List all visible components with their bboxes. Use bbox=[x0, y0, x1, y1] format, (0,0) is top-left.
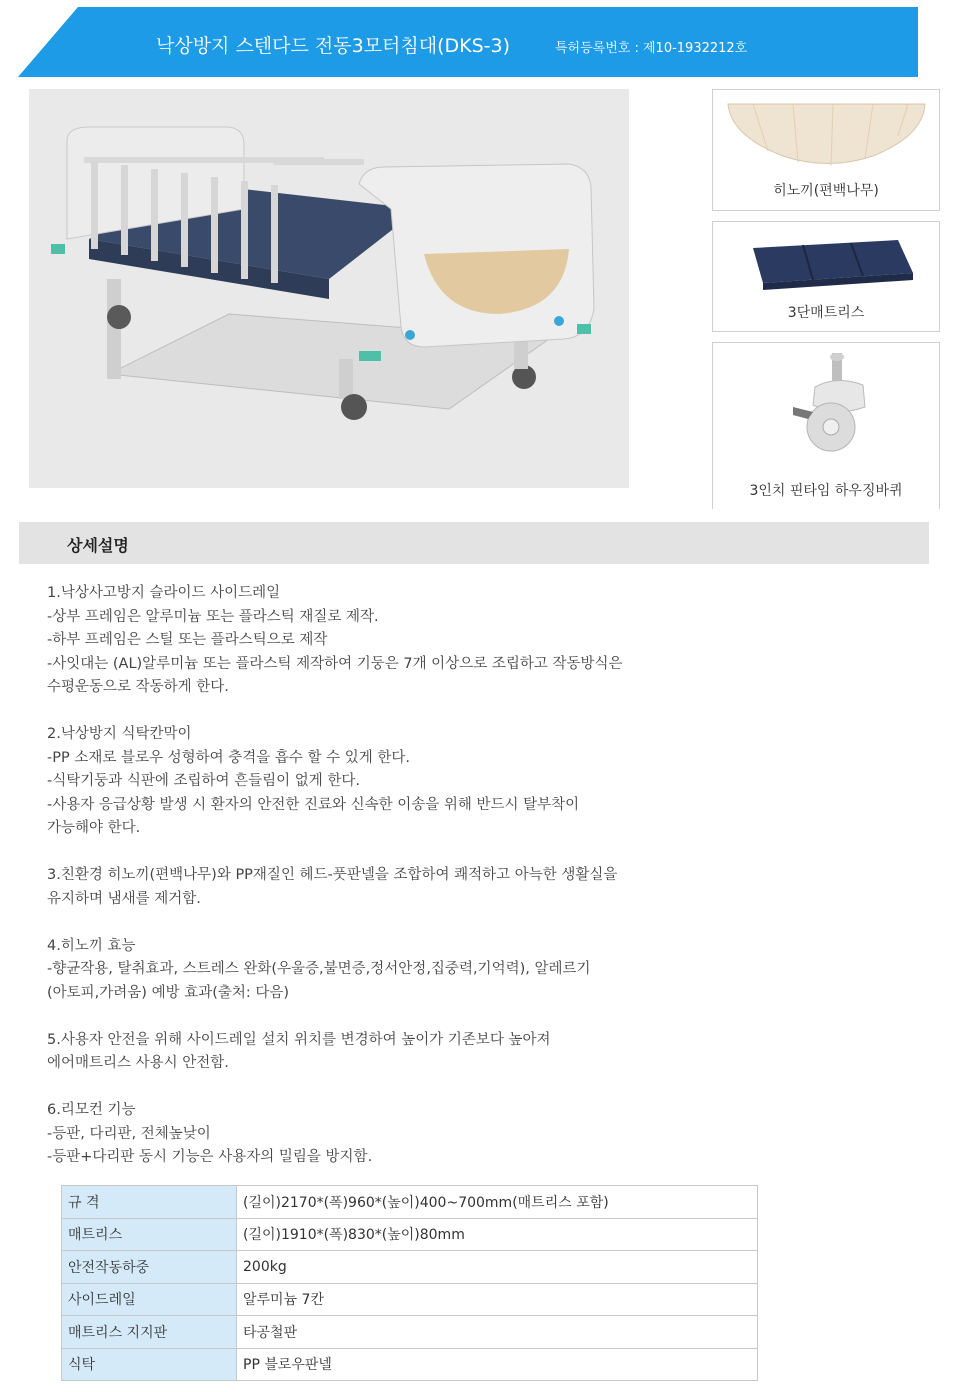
header-banner bbox=[18, 7, 918, 77]
description-line: 4.히노끼 효능 bbox=[47, 937, 136, 954]
description-block bbox=[47, 582, 847, 700]
description-block bbox=[47, 723, 847, 841]
spec-value: (길이)1910*(폭)830*(높이)80mm bbox=[237, 1218, 758, 1251]
description-line: 수평운동으로 작동하게 한다. bbox=[47, 679, 229, 695]
description-line: -하부 프레임은 스틸 또는 플라스틱으로 제작 bbox=[47, 632, 328, 648]
description-block bbox=[47, 1099, 847, 1170]
option-label: 3단매트리스 bbox=[787, 305, 865, 321]
description-line: 유지하며 냄새를 제거함. bbox=[47, 890, 201, 907]
description bbox=[47, 582, 847, 1193]
spec-value: 타공철판 bbox=[237, 1316, 758, 1349]
description-line: -사용자 응급상황 발생 시 환자의 안전한 진료와 신속한 이송을 위해 반드시 탈부착이 bbox=[47, 796, 580, 813]
section-title: 상세설명 bbox=[67, 536, 129, 555]
description-line: -등판, 다리판, 전체높낮이 bbox=[47, 1125, 211, 1142]
option-card-caster bbox=[712, 342, 940, 509]
description-line: -향균작용, 탈취효과, 스트레스 완화(우울증,불면증,정서안정,집중력,기억력), 알레르기 bbox=[47, 961, 591, 977]
spec-key: 매트리스 지지판 bbox=[62, 1316, 237, 1349]
table-row bbox=[62, 1186, 758, 1219]
section-header bbox=[19, 522, 929, 564]
description-line: 2.낙상방지 식탁칸막이 bbox=[47, 726, 192, 742]
description-line: 에어매트리스 사용시 안전함. bbox=[47, 1055, 229, 1071]
spec-table bbox=[61, 1185, 758, 1381]
spec-value: PP 블로우판넬 bbox=[237, 1348, 758, 1381]
description-line: 6.리모컨 기능 bbox=[47, 1102, 136, 1118]
spec-value: 알루미늄 7칸 bbox=[237, 1283, 758, 1316]
table-row bbox=[62, 1218, 758, 1251]
bed-illustration bbox=[29, 89, 629, 488]
spec-value: 200kg bbox=[237, 1251, 758, 1284]
description-line: 5.사용자 안전을 위해 사이드레일 설치 위치를 변경하여 높이가 기존보다 높아져 bbox=[47, 1031, 551, 1048]
description-line: 1.낙상사고방지 슬라이드 사이드레일 bbox=[47, 585, 281, 601]
page-title: 낙상방지 스텐다드 전동3모터침대(DKS-3) bbox=[156, 35, 511, 57]
description-block bbox=[47, 864, 847, 911]
caster-wheel-icon bbox=[713, 347, 939, 467]
spec-key: 식탁 bbox=[62, 1348, 237, 1381]
table-row bbox=[62, 1348, 758, 1381]
spec-value: (길이)2170*(폭)960*(높이)400~700mm(매트리스 포함) bbox=[237, 1186, 758, 1219]
description-line: -PP 소재로 블로우 성형하여 충격을 흡수 할 수 있게 한다. bbox=[47, 749, 410, 766]
spec-key: 매트리스 bbox=[62, 1218, 237, 1251]
option-card-hinoki bbox=[712, 89, 940, 211]
patent-number: 특허등록번호 : 제10-1932212호 bbox=[555, 41, 748, 56]
option-card-mattress bbox=[712, 221, 940, 332]
description-line: (아토피,가려움) 예방 효과(출처: 다음) bbox=[47, 984, 290, 1001]
description-line: 가능해야 한다. bbox=[47, 820, 141, 836]
description-line: -등판+다리판 동시 기능은 사용자의 밀림을 방지함. bbox=[47, 1149, 373, 1165]
spec-key: 사이드레일 bbox=[62, 1283, 237, 1316]
product-photo bbox=[29, 89, 629, 488]
table-row bbox=[62, 1316, 758, 1349]
description-line: -식탁기둥과 식판에 조립하여 흔들림이 없게 한다. bbox=[47, 773, 361, 789]
spec-key: 안전작동하중 bbox=[62, 1251, 237, 1284]
description-line: -사잇대는 (AL)알루미늄 또는 플라스틱 제작하여 기둥은 7개 이상으로 조립하고 작동방식은 bbox=[47, 655, 623, 672]
description-block bbox=[47, 1029, 847, 1076]
description-line: 3.친환경 히노끼(편백나무)와 PP재질인 헤드-풋판넬을 조합하여 쾌적하고 아늑한 생활실을 bbox=[47, 867, 618, 883]
spec-key: 규 격 bbox=[62, 1186, 237, 1219]
description-block bbox=[47, 935, 847, 1006]
table-row bbox=[62, 1283, 758, 1316]
wood-panel-icon bbox=[713, 96, 939, 176]
option-label: 히노끼(편백나무) bbox=[773, 183, 879, 199]
mattress-icon bbox=[713, 228, 939, 298]
option-label: 3인치 핀타임 하우징바퀴 bbox=[749, 483, 903, 499]
table-row bbox=[62, 1251, 758, 1284]
description-line: -상부 프레임은 알루미늄 또는 플라스틱 재질로 제작. bbox=[47, 608, 379, 625]
